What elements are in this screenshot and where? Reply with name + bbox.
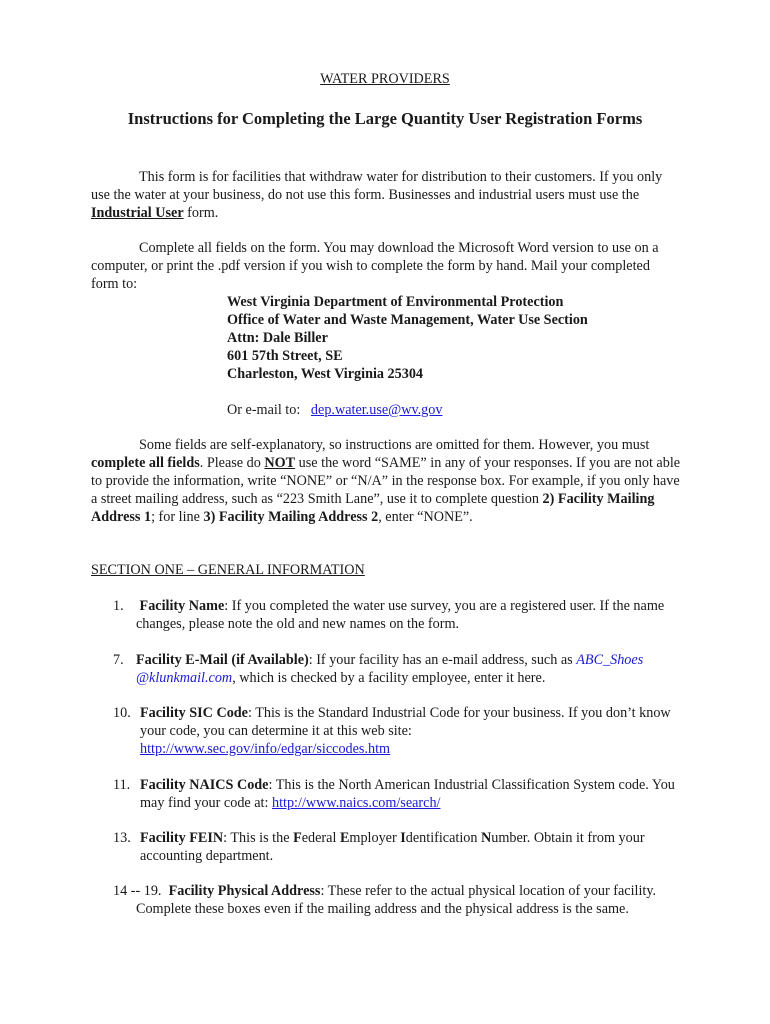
- mailing-address: [227, 293, 687, 383]
- example-email: ABC_Shoes @klunkmail.com: [136, 652, 644, 686]
- item-text: : These refer to the actual physical location of your facility. Complete these boxes even if the mailing address and the physical address is the same.: [136, 883, 657, 917]
- notes-text: Some fields are self-explanatory, so instructions are omitted for them. However, you must: [139, 437, 650, 453]
- intro-text: This form is for facilities that withdraw water for distribution to their customers. If you only use the water at your business, do not use this form. Businesses and industrial users must use the: [91, 169, 663, 203]
- acronym-letter: N: [481, 830, 492, 846]
- item-body: [140, 829, 700, 865]
- address-line-5: Charleston, West Virginia 25304: [227, 366, 424, 382]
- notes-bold: 2) Facility Mailing Address 1: [91, 491, 655, 525]
- item-text: , which is checked by a facility employee, enter it here.: [232, 670, 546, 686]
- notes-bold: 3) Facility Mailing Address 2: [203, 509, 379, 525]
- item-number: 7.: [113, 652, 124, 668]
- notes-text: . Please do: [199, 455, 265, 471]
- item-text: : This is the Standard Industrial Code for your business. If you don’t know your code, you can determine it at this web site:: [140, 705, 671, 739]
- item-number: 10.: [113, 705, 131, 721]
- address-line-1: West Virginia Department of Environmental Protection: [227, 294, 564, 310]
- page-title: Instructions for Completing the Large Quantity User Registration Forms: [127, 109, 643, 128]
- item-label: Facility SIC Code: [140, 705, 248, 721]
- email-line: [227, 401, 442, 419]
- item-number: 14 -- 19.: [113, 883, 162, 899]
- item-label: Facility FEIN: [140, 830, 224, 846]
- sic-codes-link[interactable]: http://www.sec.gov/info/edgar/siccodes.htm: [140, 741, 391, 757]
- intro-paragraph-1: [91, 168, 681, 222]
- item-number: 1.: [113, 598, 124, 614]
- intro-paragraph-2: Complete all fields on the form. You may download the Microsoft Word version to use on a computer, or print the .pdf version if you wish to complete the form by hand. Mail your completed form to:: [91, 240, 659, 292]
- notes-paragraph: [91, 436, 681, 526]
- acronym-letter: I: [400, 830, 406, 846]
- notes-not-emphasis: NOT: [264, 455, 296, 471]
- item-label: Facility E-Mail (if Available): [136, 652, 309, 668]
- item-label: Facility Physical Address: [168, 883, 321, 899]
- item-text: ederal: [301, 830, 340, 846]
- item-text: : If your facility has an e-mail address, such as: [308, 652, 577, 668]
- email-link[interactable]: dep.water.use@wv.gov: [310, 402, 443, 418]
- acronym-letter: E: [339, 830, 350, 846]
- list-item: [113, 882, 693, 918]
- item-text: mployer: [349, 830, 401, 846]
- acronym-letter: F: [293, 830, 302, 846]
- item-number: 11.: [113, 777, 131, 793]
- item-text: : This is the: [223, 830, 294, 846]
- item-body: [136, 597, 696, 633]
- section-one-heading: SECTION ONE – GENERAL INFORMATION: [91, 562, 365, 578]
- notes-text: use the word “SAME” in any of your responses. If you are not able to provide the information, write “NONE” or “N/A” in the response box. For example, if you only have a street mailing address, such as “223 Smith Lane”, use it to complete question: [91, 455, 681, 507]
- notes-text: ; for line: [151, 509, 204, 525]
- notes-bold: complete all fields: [91, 455, 200, 471]
- item-text: umber. Obtain it from your accounting department.: [140, 830, 645, 864]
- item-body: [113, 882, 693, 918]
- item-text: : If you completed the water use survey, you are a registered user. If the name changes, please note the old and new names on the form.: [136, 598, 665, 632]
- item-body: [140, 704, 700, 758]
- item-body: [140, 776, 700, 812]
- email-label: Or e-mail to:: [227, 402, 301, 418]
- naics-search-link[interactable]: http://www.naics.com/search/: [271, 795, 441, 811]
- address-line-3: Attn: Dale Biller: [227, 330, 328, 346]
- item-label: Facility Name: [139, 598, 225, 614]
- item-number: 13.: [113, 830, 131, 846]
- item-body: [136, 651, 696, 687]
- notes-text: , enter “NONE”.: [378, 509, 473, 525]
- item-text: : This is the North American Industrial Classification System code. You may find your code at:: [140, 777, 675, 811]
- intro-text-end: form.: [183, 205, 219, 221]
- industrial-user-form-link[interactable]: Industrial User: [91, 205, 184, 221]
- address-line-4: 601 57th Street, SE: [227, 348, 343, 364]
- item-text: dentification: [405, 830, 482, 846]
- address-line-2: Office of Water and Waste Management, Water Use Section: [227, 312, 588, 328]
- item-label: Facility NAICS Code: [140, 777, 269, 793]
- section-label: WATER PROVIDERS: [320, 71, 450, 87]
